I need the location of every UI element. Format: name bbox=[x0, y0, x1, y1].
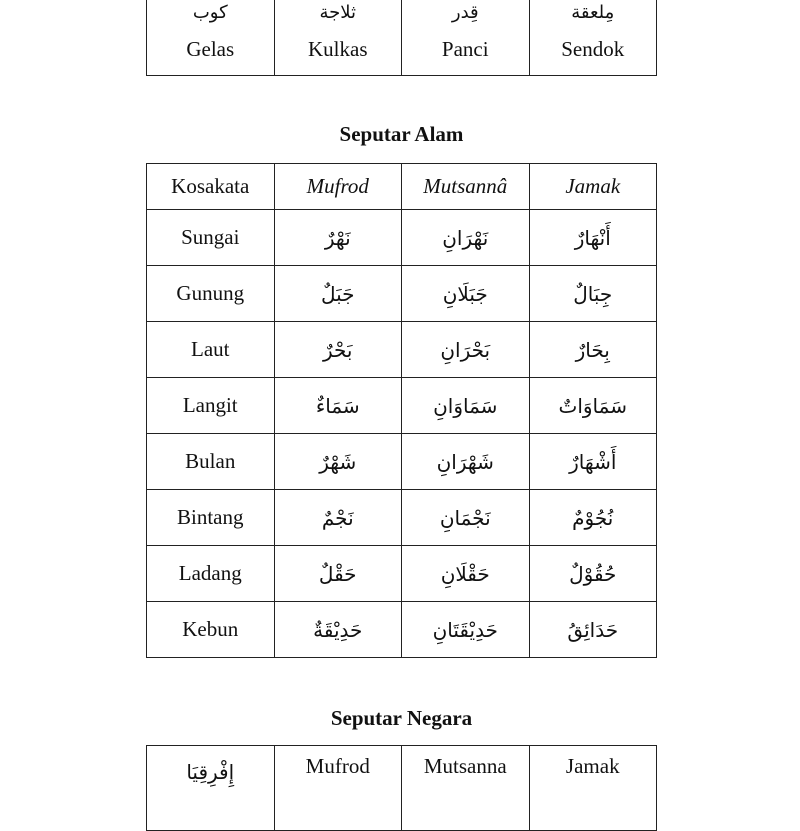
mutsanna-cell: بَحْرَانِ bbox=[402, 322, 530, 378]
mufrod-cell: سَمَاءٌ bbox=[274, 378, 402, 434]
header-afrika: إِفْرِقِيَا bbox=[147, 746, 275, 831]
mufrod-cell: نَهْرٌ bbox=[274, 210, 402, 266]
header-jamak: Jamak bbox=[529, 746, 657, 831]
table-row bbox=[147, 546, 657, 602]
jamak-cell: بِحَارٌ bbox=[529, 322, 657, 378]
alam-vocab-table bbox=[146, 163, 657, 658]
arabic-word: ثلاجة bbox=[319, 2, 357, 23]
table-header-row bbox=[147, 746, 657, 831]
jamak-cell: جِبَالٌ bbox=[529, 266, 657, 322]
latin-word: Kulkas bbox=[308, 37, 368, 61]
mufrod-cell: نَجْمٌ bbox=[274, 490, 402, 546]
jamak-cell: أَشْهَارٌ bbox=[529, 434, 657, 490]
latin-word: Sendok bbox=[561, 37, 625, 61]
jamak-cell: نُجُوْمٌ bbox=[529, 490, 657, 546]
latin-word: Panci bbox=[441, 37, 489, 61]
kosakata-cell: Bulan bbox=[147, 434, 275, 490]
kosakata-cell: Laut bbox=[147, 322, 275, 378]
mutsanna-cell: حَدِيْقَتَانِ bbox=[402, 602, 530, 658]
kosakata-cell: Gunung bbox=[147, 266, 275, 322]
header-mufrod: Mufrod bbox=[274, 164, 402, 210]
header-mufrod: Mufrod bbox=[274, 746, 402, 831]
mutsanna-cell: شَهْرَانِ bbox=[402, 434, 530, 490]
arabic-word: قِدر bbox=[451, 2, 479, 23]
jamak-cell: سَمَاوَاتٌ bbox=[529, 378, 657, 434]
mutsanna-cell: سَمَاوَانِ bbox=[402, 378, 530, 434]
jamak-cell: أَنْهَارٌ bbox=[529, 210, 657, 266]
header-mutsanna: Mutsanna bbox=[402, 746, 530, 831]
table-row bbox=[147, 266, 657, 322]
table-row bbox=[147, 434, 657, 490]
mutsanna-cell: نَجْمَانِ bbox=[402, 490, 530, 546]
kosakata-cell: Bintang bbox=[147, 490, 275, 546]
kosakata-cell: Langit bbox=[147, 378, 275, 434]
section-title-negara: Seputar Negara bbox=[330, 706, 473, 730]
table-row bbox=[147, 490, 657, 546]
mufrod-cell: حَدِيْقَةٌ bbox=[274, 602, 402, 658]
mufrod-cell: حَقْلٌ bbox=[274, 546, 402, 602]
negara-vocab-table bbox=[146, 745, 657, 831]
mutsanna-cell: جَبَلَانِ bbox=[402, 266, 530, 322]
kosakata-cell: Sungai bbox=[147, 210, 275, 266]
table-row bbox=[147, 378, 657, 434]
mufrod-cell: شَهْرٌ bbox=[274, 434, 402, 490]
mutsanna-cell: حَقْلَانِ bbox=[402, 546, 530, 602]
vocab-cell-gelas bbox=[147, 0, 275, 76]
vocab-cell-sendok bbox=[529, 0, 657, 76]
jamak-cell: حُقُوْلٌ bbox=[529, 546, 657, 602]
arabic-word: كوب bbox=[192, 2, 228, 23]
vocab-cell-kulkas bbox=[274, 0, 402, 76]
table-row bbox=[147, 602, 657, 658]
kosakata-cell: Kebun bbox=[147, 602, 275, 658]
header-jamak: Jamak bbox=[529, 164, 657, 210]
latin-word: Gelas bbox=[186, 37, 235, 61]
section-title-alam: Seputar Alam bbox=[339, 122, 464, 146]
header-mutsanna: Mutsannâ bbox=[402, 164, 530, 210]
vocab-cell-panci bbox=[402, 0, 530, 76]
table-row bbox=[147, 210, 657, 266]
jamak-cell: حَدَائِقُ bbox=[529, 602, 657, 658]
table-header-row bbox=[147, 164, 657, 210]
header-kosakata: Kosakata bbox=[147, 164, 275, 210]
household-vocab-table bbox=[146, 0, 657, 76]
kosakata-cell: Ladang bbox=[147, 546, 275, 602]
mutsanna-cell: نَهْرَانِ bbox=[402, 210, 530, 266]
table-row bbox=[147, 0, 657, 76]
mufrod-cell: بَحْرٌ bbox=[274, 322, 402, 378]
mufrod-cell: جَبَلٌ bbox=[274, 266, 402, 322]
table-row bbox=[147, 322, 657, 378]
arabic-word: مِلعقة bbox=[571, 2, 615, 23]
